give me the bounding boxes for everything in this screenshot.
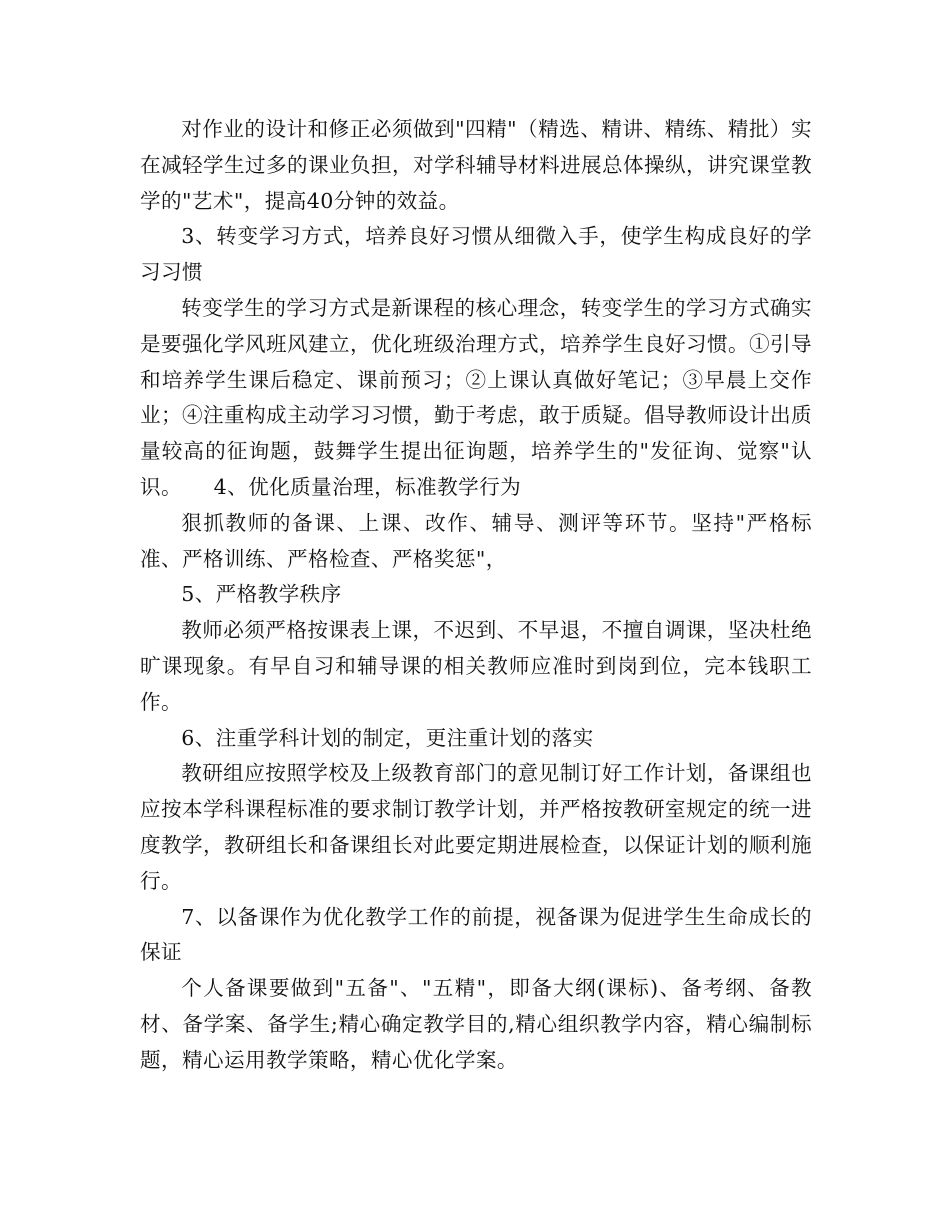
document-page (140, 112, 812, 1079)
heading-6-subject-plan: 6、注重学科计划的制定，更注重计划的落实 (181, 725, 594, 750)
paragraph-learning-methods: 转变学生的学习方式是新课程的核心理念，转变学生的学习方式确实是要强化学风班风建立，优化班级治理方式，培养学生良好习惯。①引导和培养学生课后稳定、课前预习；②上课认真做好笔记；③早晨上交作业；④注重构成主动学习习惯，勤于考虑，敢于质疑。倡导教师设计出质量较高的征询题，鼓舞学生提出征询题，培养学生的"发征询、觉察"认识。 4、优化质量治理，标准教学行为 (140, 295, 812, 499)
heading-5-teaching-order: 5、严格教学秩序 (181, 582, 342, 607)
paragraph-personal-preparation: 个人备课要做到"五备"、"五精"，即备大纲(课标)、备考纲、备教材、备学案、备学生;精心确定教学目的,精心组织教学内容，精心编制标题，精心运用教学策略，精心优化学案。 (140, 976, 812, 1072)
heading-7-lesson-preparation: 7、以备课作为优化教学工作的前提，视备课为促进学生生命成长的保证 (140, 904, 812, 965)
paragraph-teaching-process: 狠抓教师的备课、上课、改作、辅导、测评等环节。坚持"严格标准、严格训练、严格检查、严格奖惩"， (140, 510, 812, 571)
paragraph-homework-design: 对作业的设计和修正必须做到"四精"（精选、精讲、精练、精批）实在减轻学生过多的课业负担，对学科辅导材料进展总体操纵，讲究课堂教学的"艺术"，提高40分钟的效益。 (140, 117, 812, 213)
paragraph-class-schedule: 教师必须严格按课表上课，不迟到、不早退，不擅自调课，坚决杜绝旷课现象。有早自习和辅导课的相关教师应准时到岗到位，完本钱职工作。 (140, 618, 812, 714)
paragraph-teaching-plan: 教研组应按照学校及上级教育部门的意见制订好工作计划，备课组也应按本学科课程标准的要求制订教学计划，并严格按教研室规定的统一进度教学，教研组长和备课组长对此要定期进展检查，以保证计划的顺利施行。 (140, 761, 812, 893)
heading-3-learning-habits: 3、转变学习方式，培养良好习惯从细微入手，使学生构成良好的学习习惯 (140, 224, 812, 285)
